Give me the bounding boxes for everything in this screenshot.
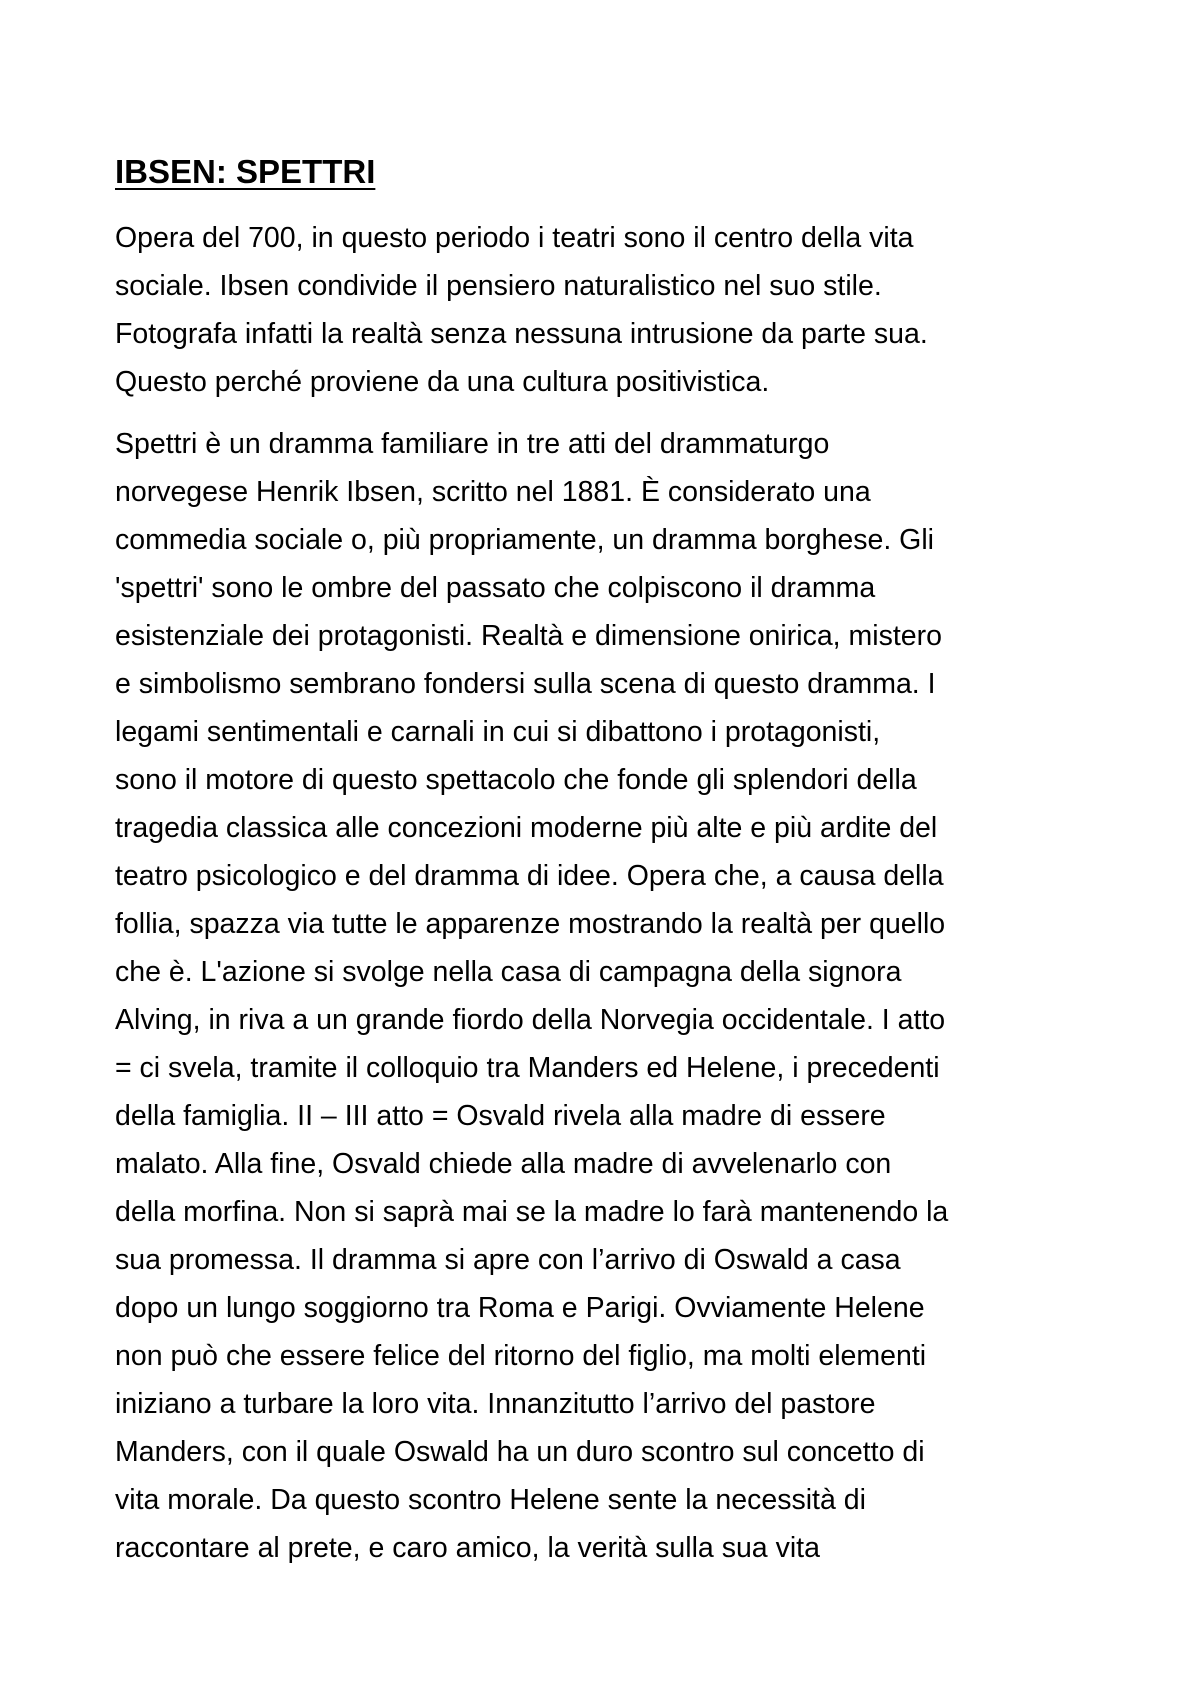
paragraph-summary xyxy=(115,420,1105,1572)
document-body xyxy=(115,150,1105,1586)
text-line: malato. Alla fine, Osvald chiede alla madre di avvelenarlo con xyxy=(115,1148,892,1180)
text-line: norvegese Henrik Ibsen, scritto nel 1881. È considerato una xyxy=(115,476,871,508)
text-line: e simbolismo sembrano fondersi sulla scena di questo dramma. I xyxy=(115,668,936,700)
text-line: tragedia classica alle concezioni moderne più alte e più ardite del xyxy=(115,812,938,844)
text-line: follia, spazza via tutte le apparenze mostrando la realtà per quello xyxy=(115,908,946,940)
text-line: Opera del 700, in questo periodo i teatri sono il centro della vita xyxy=(115,222,914,254)
text-line: Fotografa infatti la realtà senza nessuna intrusione da parte sua. xyxy=(115,318,928,350)
text-line: commedia sociale o, più propriamente, un dramma borghese. Gli xyxy=(115,524,934,556)
text-line: Manders, con il quale Oswald ha un duro scontro sul concetto di xyxy=(115,1436,925,1468)
text-line: Spettri è un dramma familiare in tre atti del drammaturgo xyxy=(115,428,830,460)
text-line: teatro psicologico e del dramma di idee. Opera che, a causa della xyxy=(115,860,944,892)
text-line: sono il motore di questo spettacolo che fonde gli splendori della xyxy=(115,764,917,796)
document-title: IBSEN: SPETTRI xyxy=(115,153,376,190)
text-line: che è. L'azione si svolge nella casa di campagna della signora xyxy=(115,956,902,988)
text-line: raccontare al prete, e caro amico, la verità sulla sua vita xyxy=(115,1532,820,1564)
text-line: legami sentimentali e carnali in cui si dibattono i protagonisti, xyxy=(115,716,881,748)
text-line: della morfina. Non si saprà mai se la madre lo farà mantenendo la xyxy=(115,1196,949,1228)
text-line: sociale. Ibsen condivide il pensiero naturalistico nel suo stile. xyxy=(115,270,882,302)
text-line: Alving, in riva a un grande fiordo della Norvegia occidentale. I atto xyxy=(115,1004,946,1036)
text-line: 'spettri' sono le ombre del passato che colpiscono il dramma xyxy=(115,572,876,604)
text-line: esistenziale dei protagonisti. Realtà e dimensione onirica, mistero xyxy=(115,620,942,652)
paragraph-intro xyxy=(115,214,1105,406)
text-line: non può che essere felice del ritorno del figlio, ma molti elementi xyxy=(115,1340,927,1372)
text-line: Questo perché proviene da una cultura positivistica. xyxy=(115,366,770,398)
text-line: iniziano a turbare la loro vita. Innanzitutto l’arrivo del pastore xyxy=(115,1388,876,1420)
text-line: sua promessa. Il dramma si apre con l’arrivo di Oswald a casa xyxy=(115,1244,901,1276)
text-line: dopo un lungo soggiorno tra Roma e Parigi. Ovviamente Helene xyxy=(115,1292,925,1324)
text-line: vita morale. Da questo scontro Helene sente la necessità di xyxy=(115,1484,866,1516)
text-line: = ci svela, tramite il colloquio tra Manders ed Helene, i precedenti xyxy=(115,1052,940,1084)
text-line: della famiglia. II – III atto = Osvald rivela alla madre di essere xyxy=(115,1100,886,1132)
